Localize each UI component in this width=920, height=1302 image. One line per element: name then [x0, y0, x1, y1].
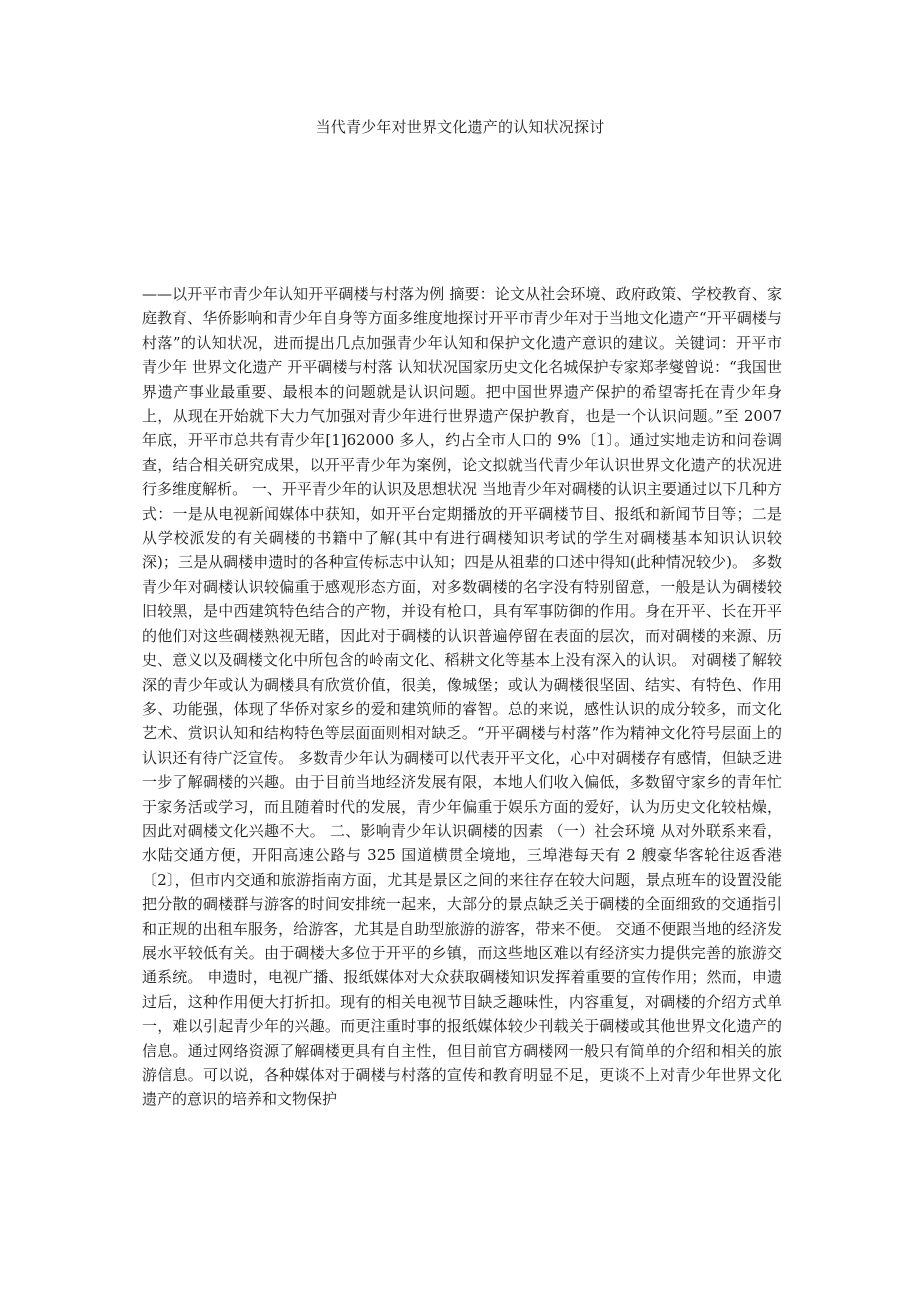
- document-title: 当代青少年对世界文化遗产的认知状况探讨: [315, 118, 605, 136]
- document-body-text: ——以开平市青少年认知开平碉楼与村落为例 摘要：论文从社会环境、政府政策、学校教育、家庭教育、华侨影响和青少年自身等方面多维度地探讨开平市青少年对于当地文化遗产“开平碉楼与村落”的认知状况，进而提出几点加强青少年认知和保护文化遗产意识的建议。关键词：开平市 青少年 世界文化遗产 开平碉楼与村落 认知状况国家历史文化名城保护专家郑孝燮曾说：“我国世界遗产事业最重要、最根本的问题就是认识问题。把中国世界遗产保护的希望寄托在青少年身上，从现在开始就下大力气加强对青少年进行世界遗产保护教育，也是一个认识问题。”至 2007 年底，开平市总共有青少年[1]62000 多人，约占全市人口的 9%〔1〕。通过实地走访和问卷调查，结合相关研究成果，以开平青少年为案例，论文拟就当代青少年认识世界文化遗产的状况进行多维度解析。 一、开平青少年的认识及思想状况 当地青少年对碉楼的认识主要通过以下几种方式：一是从电视新闻媒体中获知，如开平台定期播放的开平碉楼节目、报纸和新闻节目等；二是从学校派发的有关碉楼的书籍中了解(其中有进行碉楼知识考试的学生对碉楼基本知识认识较深)；三是从碉楼申遗时的各种宣传标志中认知；四是从祖辈的口述中得知(此种情况较少)。 多数青少年对碉楼认识较偏重于感观形态方面，对多数碉楼的名字没有特别留意，一般是认为碉楼较旧较黑，是中西建筑特色结合的产物，并设有枪口，具有军事防御的作用。身在开平、长在开平的他们对这些碉楼熟视无睹，因此对于碉楼的认识普遍停留在表面的层次，而对碉楼的来源、历史、意义以及碉楼文化中所包含的岭南文化、稻耕文化等基本上没有深入的认识。 对碉楼了解较深的青少年或认为碉楼具有欣赏价值，很美，像城堡；或认为碉楼很坚固、结实、有特色、作用多、功能强，体现了华侨对家乡的爱和建筑师的睿智。总的来说，感性认识的成分较多，而文化艺术、赏识认知和结构特色等层面面则相对缺乏。“开平碉楼与村落”作为精神文化符号层面上的认识还有待广泛宣传。 多数青少年认为碉楼可以代表开平文化，心中对碉楼存有感情，但缺乏进一步了解碉楼的兴趣。由于目前当地经济发展有限，本地人们收入偏低，多数留守家乡的青年忙于家务活或学习，而且随着时代的发展，青少年偏重于娱乐方面的爱好，认为历史文化较枯燥，因此对碉楼文化兴趣不大。 二、影响青少年认识碉楼的因素 （一）社会环境 从对外联系来看，水陆交通方便，开阳高速公路与 325 国道横贯全境地，三埠港每天有 2 艘豪华客轮往返香港〔2〕，但市内交通和旅游指南方面，尤其是景区之间的来往存在较大问题，景点班车的设置没能把分散的碉楼群与游客的时间安排统一起来，大部分的景点缺乏关于碉楼的全面细致的交通指引和正规的出租车服务，给游客，尤其是自助型旅游的游客，带来不便。 交通不便跟当地的经济发展水平较低有关。由于碉楼大多位于开平的乡镇，而这些地区难以有经济实力提供完善的旅游交通系统。 申遗时，电视广播、报纸媒体对大众获取碉楼知识发挥着重要的宣传作用；然而，申遗过后，这种作用便大打折扣。现有的相关电视节目缺乏趣味性，内容重复，对碉楼的介绍方式单一，难以引起青少年的兴趣。而更注重时事的报纸媒体较少刊载关于碉楼或其他世界文化遗产的信息。通过网络资源了解碉楼更具有自主性，但目前官方碉楼网一般只有简单的介绍和相关的旅游信息。可以说，各种媒体对于碉楼与村落的宣传和教育明显不足，更谈不上对青少年世界文化遗产的意识的培养和文物保护: [142, 285, 782, 1109]
